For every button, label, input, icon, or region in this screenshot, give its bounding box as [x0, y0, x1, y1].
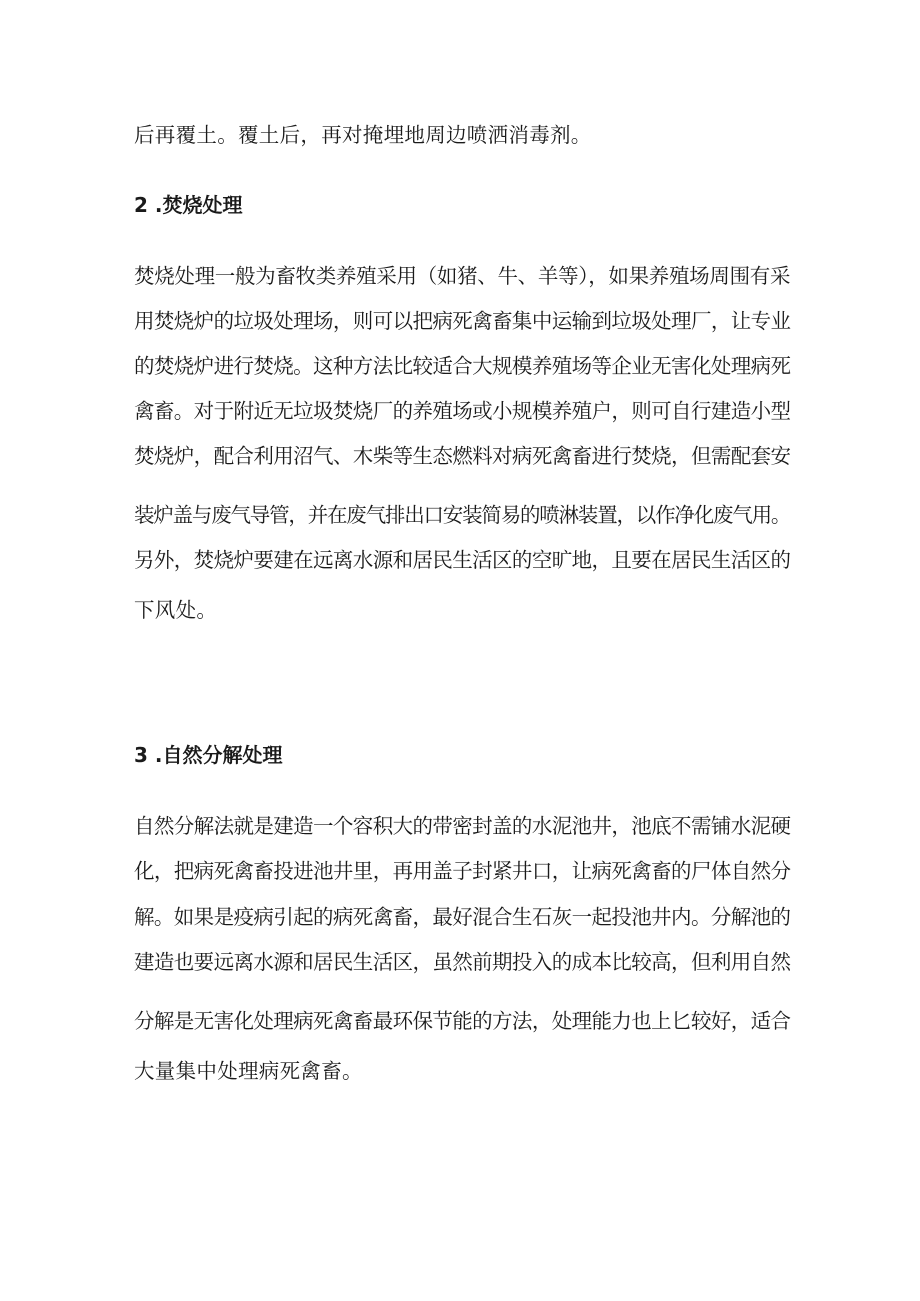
- section-3-line: 解。如果是疫病引起的病死禽畜，最好混合生石灰一起投池井内。分解池的: [134, 905, 791, 929]
- section-2-line: 下风处。: [134, 598, 218, 622]
- section-2-line: 的焚烧炉进行焚烧。这种方法比较适合大规模养殖场等企业无害化处理病死: [134, 354, 791, 378]
- section-3-line: 建造也要远离水源和居民生活区，虽然前期投入的成本比较高，但利用自然: [134, 950, 791, 974]
- section-2-line: 焚烧炉，配合利用沼气、木柴等生态燃料对病死禽畜进行焚烧，但需配套安: [134, 444, 791, 468]
- intro-line: 后再覆土。覆土后，再对掩埋地周边喷洒消毒剂。: [134, 123, 592, 147]
- section-3-line: 化，把病死禽畜投进池井里，再用盖子封紧井口，让病死禽畜的尸体自然分: [134, 859, 791, 883]
- section-2-line: 焚烧处理一般为畜牧类养殖采用（如猪、牛、羊等），如果养殖场周围有采: [134, 264, 791, 288]
- section-2-line: 禽畜。对于附近无垃圾焚烧厂的养殖场或小规模养殖户，则可自行建造小型: [134, 399, 791, 423]
- section-2-line: 装炉盖与废气导管，并在废气排出口安装简易的喷淋装置，以作净化废气用。: [134, 503, 791, 527]
- section-2-heading: 2 .焚烧处理: [134, 193, 243, 217]
- section-3-line: 分解是无害化处理病死禽畜最环保节能的方法，处理能力也上匕较好，适合: [134, 1009, 791, 1033]
- section-2-line: 用焚烧炉的垃圾处理场，则可以把病死禽畜集中运输到垃圾处理厂，让专业: [134, 309, 791, 333]
- section-3-line: 大量集中处理病死禽畜。: [134, 1059, 363, 1083]
- section-3-line: 自然分解法就是建造一个容积大的带密封盖的水泥池井，池底不需铺水泥硬: [134, 814, 791, 838]
- section-2-line: 另外，焚烧炉要建在远离水源和居民生活区的空旷地，且要在居民生活区的: [134, 548, 791, 572]
- section-3-heading: 3 .自然分解处理: [134, 743, 283, 767]
